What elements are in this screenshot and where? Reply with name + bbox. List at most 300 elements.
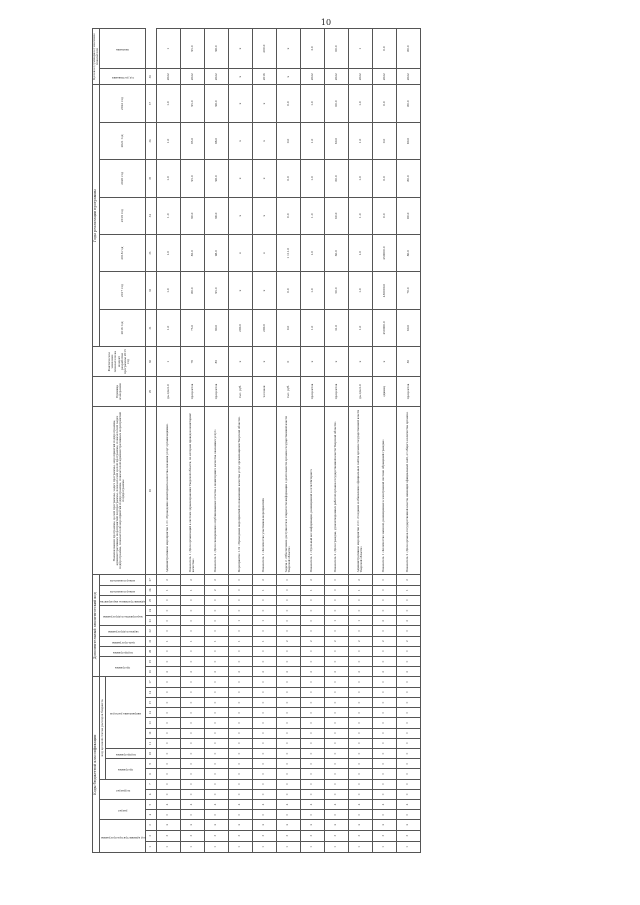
section-header bbox=[100, 799, 146, 819]
code-cell: 0 bbox=[349, 656, 373, 666]
code-cell: 0 bbox=[157, 687, 181, 697]
table-row bbox=[157, 29, 181, 853]
code-cell: 1 bbox=[229, 636, 253, 646]
code-cell: 0 bbox=[205, 810, 229, 820]
event-header-text: мероприятие подпрограммы bbox=[103, 615, 143, 619]
code-cell: 0 bbox=[373, 810, 397, 820]
code-cell: 0 bbox=[229, 677, 253, 687]
year-value-cell: х bbox=[229, 122, 253, 159]
code-cell: 0 bbox=[301, 616, 325, 626]
code-cell: 0 bbox=[373, 779, 397, 789]
code-cell: 3 bbox=[253, 830, 277, 841]
code-cell: 3 bbox=[397, 830, 421, 841]
target-year-cell: 2022 bbox=[325, 69, 349, 85]
actual-value-cell: х bbox=[301, 347, 325, 377]
rotated-table-sheet bbox=[92, 28, 583, 853]
admin-code-header-text: код администратора программы bbox=[100, 835, 146, 839]
code-cell: 3 bbox=[277, 830, 301, 841]
target-year-cell: 2022 bbox=[397, 69, 421, 85]
code-cell: 0 bbox=[373, 759, 397, 769]
code-cell: 2 bbox=[397, 636, 421, 646]
index-cell: 36 bbox=[146, 122, 157, 159]
unit-cell: процентов bbox=[205, 377, 229, 407]
code-cell: 0 bbox=[325, 748, 349, 758]
target-year-cell: 2022 bbox=[301, 69, 325, 85]
code-cell: 0 bbox=[157, 779, 181, 789]
year-value-cell: 90.0 bbox=[181, 197, 205, 234]
year-value-cell: х bbox=[253, 160, 277, 197]
code-cell: 0 bbox=[349, 789, 373, 799]
code-cell: 4 bbox=[253, 820, 277, 830]
year-value-cell: 1.0 bbox=[349, 272, 373, 309]
code-cell: 0 bbox=[349, 759, 373, 769]
code-cell: 0 bbox=[373, 789, 397, 799]
code-cell: 1 bbox=[349, 616, 373, 626]
code-cell: 0 bbox=[229, 605, 253, 615]
target-value-header-text: значение bbox=[116, 48, 130, 52]
actual-value-cell: 0 bbox=[277, 347, 301, 377]
code-cell: 1 bbox=[325, 841, 349, 852]
code-cell: 4 bbox=[229, 799, 253, 809]
subsection-header-text: подраздел bbox=[115, 788, 131, 792]
code-cell: 0 bbox=[181, 595, 205, 605]
code-cell: 0 bbox=[301, 728, 325, 738]
actual-value-cell: х bbox=[349, 347, 373, 377]
code-cell: 0 bbox=[253, 718, 277, 728]
code-cell: 0 bbox=[181, 687, 205, 697]
code-cell: 2 bbox=[373, 667, 397, 677]
code-cell: 0 bbox=[349, 677, 373, 687]
code-cell: 1 bbox=[373, 841, 397, 852]
event-header bbox=[100, 605, 146, 625]
code-cell: 2 bbox=[397, 575, 421, 585]
code-cell: 4 bbox=[205, 820, 229, 830]
target-year-cell: 2022 bbox=[349, 69, 373, 85]
code-cell: 4 bbox=[205, 799, 229, 809]
year-value-cell: х bbox=[253, 272, 277, 309]
page-number: 10 bbox=[320, 18, 332, 27]
code-cell: 0 bbox=[277, 605, 301, 615]
code-cell: 0 bbox=[157, 728, 181, 738]
code-cell: 0 bbox=[229, 779, 253, 789]
code-cell: 0 bbox=[253, 595, 277, 605]
code-cell: 2 bbox=[301, 575, 325, 585]
code-cell: 1 bbox=[301, 585, 325, 595]
section-header-text: раздел bbox=[118, 809, 128, 813]
code-cell: 3 bbox=[325, 830, 349, 841]
index-cell: 9 bbox=[146, 759, 157, 769]
article-program-header bbox=[105, 759, 146, 779]
code-cell: 0 bbox=[181, 697, 205, 707]
code-cell: 0 bbox=[373, 769, 397, 779]
code-cell: 0 bbox=[301, 626, 325, 636]
code-cell: 0 bbox=[301, 769, 325, 779]
code-cell: 0 bbox=[181, 738, 205, 748]
code-cell: 0 bbox=[325, 779, 349, 789]
code-cell: 0 bbox=[397, 779, 421, 789]
year-header-0: 2016 год bbox=[100, 309, 146, 346]
actual-value-cell: 50 bbox=[397, 347, 421, 377]
index-cell: 37 bbox=[146, 85, 157, 122]
code-cell: 0 bbox=[397, 646, 421, 656]
year-value-cell: 1.0 bbox=[157, 272, 181, 309]
code-cell: 0 bbox=[157, 718, 181, 728]
code-cell: 1 bbox=[253, 636, 277, 646]
year-value-cell: 1.0 bbox=[349, 85, 373, 122]
code-cell: 0 bbox=[301, 656, 325, 666]
code-cell: 4 bbox=[229, 820, 253, 830]
year-value-cell: х bbox=[229, 234, 253, 271]
year-value-cell: 98.0 bbox=[205, 197, 229, 234]
actual-value-cell: х bbox=[253, 347, 277, 377]
actual-value-cell: 85 bbox=[205, 347, 229, 377]
year-value-cell: 1.0 bbox=[301, 234, 325, 271]
code-cell: 0 bbox=[253, 605, 277, 615]
code-cell: 2 bbox=[253, 667, 277, 677]
year-value-cell: 1.0 bbox=[157, 122, 181, 159]
code-cell: 1 bbox=[205, 841, 229, 852]
admin-event-header-text: административное мероприятие bbox=[100, 599, 146, 603]
code-cell: 0 bbox=[253, 759, 277, 769]
code-cell: 0 bbox=[397, 708, 421, 718]
years-group-header: Годы реализации программы bbox=[93, 85, 100, 347]
code-cell: 0 bbox=[253, 810, 277, 820]
code-cell: 0 bbox=[277, 646, 301, 656]
year-value-cell: 1.0 bbox=[301, 272, 325, 309]
code-cell: 0 bbox=[301, 677, 325, 687]
code-cell: 0 bbox=[157, 769, 181, 779]
index-cell: 28 bbox=[146, 406, 157, 574]
code-cell: 0 bbox=[229, 595, 253, 605]
budget-classification-header: Коды бюджетной классификации bbox=[93, 677, 100, 853]
year-value-cell: х bbox=[229, 85, 253, 122]
program-header bbox=[100, 656, 146, 676]
code-cell: 0 bbox=[181, 646, 205, 656]
code-cell: 0 bbox=[325, 585, 349, 595]
code-cell: 2 bbox=[373, 636, 397, 646]
code-cell: 0 bbox=[205, 656, 229, 666]
code-cell: 0 bbox=[325, 769, 349, 779]
code-cell: 2 bbox=[277, 636, 301, 646]
year-value-cell: 200.0 bbox=[253, 309, 277, 346]
indicator-number-header-2 bbox=[100, 575, 146, 585]
code-cell: 0 bbox=[373, 718, 397, 728]
objective-header bbox=[100, 626, 146, 636]
index-cell: 38 bbox=[146, 69, 157, 85]
year-value-cell: х bbox=[229, 272, 253, 309]
code-cell: 2 bbox=[373, 616, 397, 626]
code-cell: 4 bbox=[349, 799, 373, 809]
code-cell: 0 bbox=[157, 656, 181, 666]
year-value-cell: 0.0 bbox=[277, 122, 301, 159]
code-cell: 0 bbox=[253, 769, 277, 779]
code-cell: 0 bbox=[397, 759, 421, 769]
year-value-cell: 60.0 bbox=[325, 122, 349, 159]
unit-header: Единица измерения bbox=[93, 377, 146, 407]
index-cell: 23 bbox=[146, 616, 157, 626]
code-cell: 2 bbox=[301, 667, 325, 677]
index-cell: 24 bbox=[146, 605, 157, 615]
code-cell: 0 bbox=[397, 738, 421, 748]
code-cell: 0 bbox=[181, 779, 205, 789]
code-cell: 0 bbox=[373, 738, 397, 748]
indicator-name-cell: Показатель 2 «Доля органов государственной власти, имеющих официальный сайт, от общего количества органов» bbox=[397, 406, 421, 574]
code-cell: 0 bbox=[157, 738, 181, 748]
target-year-cell: х bbox=[277, 69, 301, 85]
code-cell: 0 bbox=[157, 748, 181, 758]
code-cell: 0 bbox=[277, 789, 301, 799]
code-cell: 1 bbox=[349, 841, 373, 852]
code-cell: 1 bbox=[253, 585, 277, 595]
code-cell: 0 bbox=[181, 728, 205, 738]
code-cell: 0 bbox=[205, 789, 229, 799]
code-cell: 0 bbox=[181, 677, 205, 687]
code-cell: 0 bbox=[253, 646, 277, 656]
code-cell: 0 bbox=[229, 626, 253, 636]
code-cell: 2 bbox=[181, 575, 205, 585]
admin-event-header bbox=[100, 595, 146, 605]
target-year-cell: 2022 bbox=[157, 69, 181, 85]
code-cell: 0 bbox=[277, 595, 301, 605]
code-cell: 0 bbox=[229, 687, 253, 697]
target-year-header-text: год достижения bbox=[111, 76, 134, 80]
code-cell: 0 bbox=[397, 789, 421, 799]
code-cell: 1 bbox=[325, 616, 349, 626]
code-cell: 0 bbox=[277, 718, 301, 728]
code-cell: 0 bbox=[373, 626, 397, 636]
actual-value-cell: х bbox=[373, 347, 397, 377]
code-cell: 0 bbox=[253, 779, 277, 789]
code-cell: 0 bbox=[229, 759, 253, 769]
unit-cell: тыс. руб. bbox=[229, 377, 253, 407]
code-cell: 4 bbox=[325, 799, 349, 809]
code-cell: 0 bbox=[301, 687, 325, 697]
code-cell: 0 bbox=[349, 708, 373, 718]
index-cell: 6 bbox=[146, 789, 157, 799]
code-cell: 0 bbox=[205, 605, 229, 615]
code-cell: 0 bbox=[229, 697, 253, 707]
unit-cell: процентов bbox=[325, 377, 349, 407]
code-cell: 2 bbox=[349, 575, 373, 585]
unit-cell: единиц bbox=[373, 377, 397, 407]
year-header-5: 2021 год bbox=[100, 122, 146, 159]
code-cell: 0 bbox=[301, 708, 325, 718]
actual-value-header: Фактическое значение показателя на момент разработки программы 2015 год bbox=[93, 347, 146, 377]
code-cell: 4 bbox=[373, 799, 397, 809]
year-value-cell: 80.0 bbox=[397, 160, 421, 197]
code-cell: 0 bbox=[277, 708, 301, 718]
actual-value-cell: х bbox=[229, 347, 253, 377]
activity-code-header: Дополнительный аналитический код bbox=[93, 575, 100, 677]
code-cell: 0 bbox=[397, 728, 421, 738]
index-cell: 21 bbox=[146, 636, 157, 646]
code-cell: 0 bbox=[157, 708, 181, 718]
code-cell: 4 bbox=[277, 799, 301, 809]
code-cell: 0 bbox=[181, 748, 205, 758]
table-row bbox=[349, 29, 373, 853]
code-cell: 0 bbox=[229, 575, 253, 585]
program-subprogram-header-text: подпрограмма bbox=[112, 650, 133, 654]
code-cell: 0 bbox=[277, 810, 301, 820]
year-header-3: 2019 год bbox=[100, 197, 146, 234]
target-value-cell: 60.0 bbox=[325, 29, 349, 69]
code-cell: 0 bbox=[397, 626, 421, 636]
code-cell: 2 bbox=[157, 575, 181, 585]
year-value-cell: 450000.0 bbox=[373, 272, 397, 309]
year-value-cell: 70.0 bbox=[397, 272, 421, 309]
code-cell: 4 bbox=[277, 820, 301, 830]
code-cell: 0 bbox=[229, 789, 253, 799]
year-value-cell: 450000.0 bbox=[373, 309, 397, 346]
program-purpose-header-text: цель программы bbox=[111, 640, 135, 644]
header-row-1 bbox=[93, 29, 100, 853]
code-cell: 2 bbox=[397, 667, 421, 677]
code-cell: 0 bbox=[301, 759, 325, 769]
code-cell: 4 bbox=[301, 820, 325, 830]
code-cell: 0 bbox=[325, 810, 349, 820]
code-cell: 4 bbox=[181, 799, 205, 809]
index-cell: 1 bbox=[146, 841, 157, 852]
code-cell: 4 bbox=[301, 799, 325, 809]
code-cell: 0 bbox=[277, 575, 301, 585]
code-cell: 0 bbox=[205, 728, 229, 738]
code-cell: 1 bbox=[181, 636, 205, 646]
code-cell: 0 bbox=[325, 718, 349, 728]
year-value-cell: 0.0 bbox=[277, 197, 301, 234]
year-value-cell: 1.0 bbox=[301, 309, 325, 346]
unit-cell: тыс. руб. bbox=[277, 377, 301, 407]
code-cell: 0 bbox=[301, 718, 325, 728]
year-value-cell: 1.0 bbox=[301, 122, 325, 159]
code-cell: 0 bbox=[349, 738, 373, 748]
year-value-cell: 1.0 bbox=[349, 234, 373, 271]
code-cell: 0 bbox=[157, 595, 181, 605]
index-cell: 13 bbox=[146, 718, 157, 728]
index-cell: 14 bbox=[146, 708, 157, 718]
code-cell: 0 bbox=[157, 616, 181, 626]
year-value-cell: х bbox=[253, 197, 277, 234]
code-cell: 1 bbox=[181, 841, 205, 852]
indicator-name-cell: Показатель 1 «Доля организаций в системе здравоохранения Тверской области, по которым проведен мониторинг качества» bbox=[181, 406, 205, 574]
year-header-6: 2022 год bbox=[100, 85, 146, 122]
code-cell: 1 bbox=[229, 616, 253, 626]
code-cell: 0 bbox=[253, 697, 277, 707]
year-value-cell: 1.0 bbox=[157, 160, 181, 197]
code-cell: 0 bbox=[301, 595, 325, 605]
target-value-cell: х bbox=[277, 29, 301, 69]
code-cell: 0 bbox=[373, 697, 397, 707]
code-cell: 0 bbox=[325, 677, 349, 687]
index-cell: 35 bbox=[146, 160, 157, 197]
year-value-cell: 85.0 bbox=[181, 234, 205, 271]
unit-cell: процентов bbox=[301, 377, 325, 407]
code-cell: 0 bbox=[325, 738, 349, 748]
code-cell: 0 bbox=[301, 697, 325, 707]
name-column-header: Наименования программы, целей программы, задач программы, мероприятий подпрограммы, административных мероприятий подпрограммы, показателей целей программы, показателей задач подпрограммы, показателей мероприятий подпрограммы, показателей административных мероприятий подпрограммы bbox=[93, 406, 146, 574]
code-cell: 0 bbox=[157, 677, 181, 687]
year-value-cell: 1.0 bbox=[157, 197, 181, 234]
code-cell: 2 bbox=[205, 585, 229, 595]
purpose-article-header: код целевой статьи расходов бюджета bbox=[100, 677, 105, 779]
index-cell: 20 bbox=[146, 646, 157, 656]
code-cell: 1 bbox=[397, 841, 421, 852]
code-cell: 1 bbox=[157, 841, 181, 852]
index-cell: 18 bbox=[146, 667, 157, 677]
code-cell: 0 bbox=[277, 626, 301, 636]
indicator-name-cell: Мероприятие 1.02 «Проведение мероприятий по повышению качества услуг организациями Тверской области» bbox=[229, 406, 253, 574]
year-value-cell: 60.0 bbox=[397, 309, 421, 346]
code-cell: 0 bbox=[181, 718, 205, 728]
code-cell: 0 bbox=[157, 605, 181, 615]
actual-value-cell: 1 bbox=[157, 347, 181, 377]
table-row bbox=[325, 29, 349, 853]
code-cell: 1 bbox=[181, 585, 205, 595]
indicator-name-cell: Показатель 2 «Доля своевременно опубликованных отчетов о мониторинге качества оказанных услуг» bbox=[205, 406, 229, 574]
target-value-cell: 1 bbox=[157, 29, 181, 69]
code-cell: 4 bbox=[373, 820, 397, 830]
index-cell: 12 bbox=[146, 728, 157, 738]
code-cell: 0 bbox=[325, 697, 349, 707]
code-cell: 1 bbox=[157, 585, 181, 595]
year-value-cell: 0.0 bbox=[277, 85, 301, 122]
target-value-cell: 80.0 bbox=[397, 29, 421, 69]
article-program-header-text: программа bbox=[117, 768, 134, 772]
year-value-cell: х bbox=[253, 122, 277, 159]
code-cell: 4 bbox=[157, 820, 181, 830]
code-cell: 3 bbox=[181, 830, 205, 841]
indicator-name-cell: Показатель 1 «Количество записей, размещенных в электронной системе обращений граждан» bbox=[373, 406, 397, 574]
indicator-name-cell: Показатель 1 «Удельный вес информации, размещенной в сети Интернет» bbox=[301, 406, 325, 574]
index-cell: 26 bbox=[146, 585, 157, 595]
code-cell: 0 bbox=[397, 605, 421, 615]
code-cell: 2 bbox=[325, 636, 349, 646]
code-cell: 0 bbox=[229, 728, 253, 738]
table-row bbox=[373, 29, 397, 853]
code-cell: 2 bbox=[205, 667, 229, 677]
code-cell: 3 bbox=[373, 830, 397, 841]
code-cell: 1 bbox=[205, 636, 229, 646]
indicator-name-cell: Показатель 1 «Количество участников мероприятий» bbox=[253, 406, 277, 574]
year-value-cell: 31.0 bbox=[325, 309, 349, 346]
target-year-cell: 2016 bbox=[253, 69, 277, 85]
target-year-cell: 2022 bbox=[205, 69, 229, 85]
subsection-header bbox=[100, 779, 146, 799]
code-cell: 0 bbox=[229, 585, 253, 595]
code-cell: 0 bbox=[397, 656, 421, 666]
year-value-cell: 1.0 bbox=[301, 85, 325, 122]
code-cell: 0 bbox=[277, 677, 301, 687]
code-cell: 0 bbox=[277, 697, 301, 707]
code-cell: 0 bbox=[277, 687, 301, 697]
code-cell: 0 bbox=[349, 687, 373, 697]
code-cell: 2 bbox=[397, 616, 421, 626]
objective-header-text: задача подпрограммы bbox=[107, 630, 139, 634]
index-cell: 11 bbox=[146, 738, 157, 748]
code-cell: 0 bbox=[325, 595, 349, 605]
code-cell: 0 bbox=[181, 616, 205, 626]
code-cell: 4 bbox=[397, 820, 421, 830]
code-cell: 0 bbox=[229, 748, 253, 758]
index-cell: 19 bbox=[146, 656, 157, 666]
code-cell: 0 bbox=[181, 810, 205, 820]
code-cell: 0 bbox=[349, 728, 373, 738]
code-cell: 0 bbox=[301, 779, 325, 789]
code-cell: 0 bbox=[253, 687, 277, 697]
index-cell: 3 bbox=[146, 820, 157, 830]
code-cell: 0 bbox=[205, 646, 229, 656]
year-value-cell: 60.0 bbox=[325, 234, 349, 271]
code-cell: 0 bbox=[325, 646, 349, 656]
